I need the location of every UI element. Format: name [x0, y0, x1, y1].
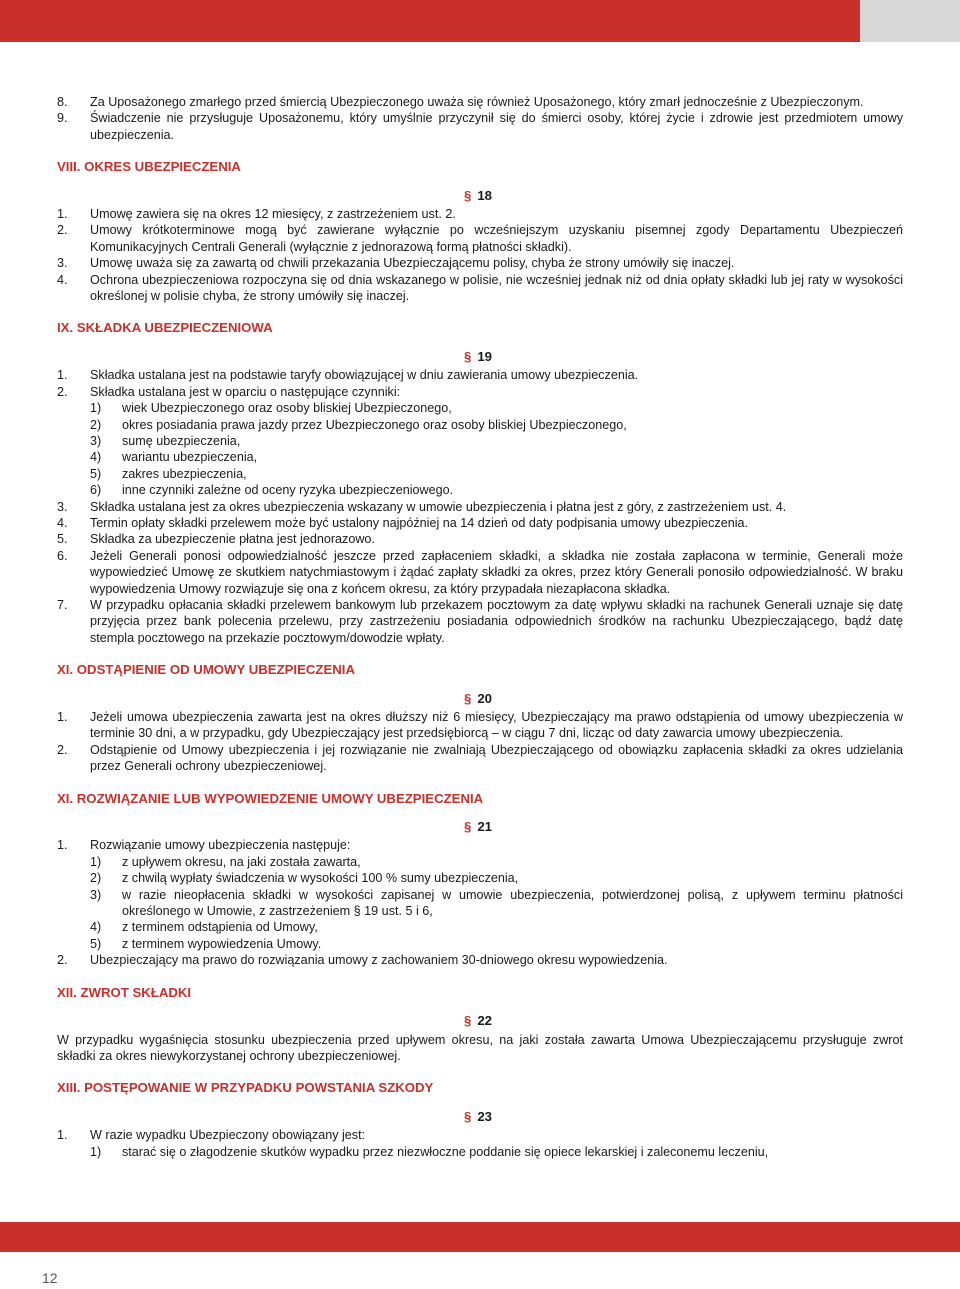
- section-sign: §: [464, 690, 472, 706]
- list-item: 8. Za Uposażonego zmarłego przed śmiercią Ubezpieczonego uważa się również Uposażonego, który zmarł jednocześnie z Ubezpieczonym.: [57, 95, 864, 109]
- footer-accent-bar: [0, 1222, 960, 1252]
- document-body: [57, 94, 903, 1160]
- list-item: 4. Termin opłaty składki przelewem może być ustalony najpóźniej na 14 dzień od daty podpisania umowy ubezpieczenia.: [57, 515, 749, 530]
- paragraph-number: § 20: [464, 690, 493, 706]
- sub-list-item: 2) okres posiadania prawa jazdy przez Ubezpieczonego oraz osoby bliskiej Ubezpieczonego,: [90, 417, 627, 432]
- list-item: 2. Odstąpienie od Umowy ubezpieczenia i jej rozwiązanie nie zwalniają Ubezpieczającego od obowiązku zapłacenia składki za okres udzielania przez Generali ochrony ubezpieczeniowej.: [57, 742, 903, 774]
- sub-list-item: 3) w razie nieopłacenia składki w wysokości zapisanej w umowie ubezpieczenia, potwierdzonej polisą, z upływem terminu płatności określonego w Umowie, z zastrzeżeniem § 19 ust. 5 i 6,: [90, 887, 903, 919]
- section-sign: §: [464, 819, 472, 835]
- list-item: 9. Świadczenie nie przysługuje Uposażonemu, który umyślnie przyczynił się do śmierci osoby, której życie i zdrowie jest przedmiotem umowy ubezpieczenia.: [57, 111, 903, 142]
- paragraph-number: § 22: [464, 1013, 493, 1029]
- section-heading: XI. ODSTĄPIENIE OD UMOWY UBEZPIECZENIA: [57, 662, 355, 678]
- sub-list-item: 1) starać się o złagodzenie skutków wypadku przez niezwłoczne poddanie się opiece lekarskiej i zaleconemu leczeniu,: [90, 1144, 769, 1159]
- paragraph-text: W przypadku wygaśnięcia stosunku ubezpieczenia przed upływem okresu, na jaki została zawarta Umowa Ubezpieczającemu przysługuje zwrot składki za okres niewykorzystanej ochrony ubezpieczeniowej.: [57, 1032, 903, 1063]
- list-item: 5. Składka za ubezpieczenie płatna jest jednorazowo.: [57, 532, 375, 547]
- list-item: 2. Ubezpieczający ma prawo do rozwiązania umowy z zachowaniem 30-dniowego okresu wypowiedzenia.: [57, 953, 668, 968]
- list-item: 3. Umowę uważa się za zawartą od chwili przekazania Ubezpieczającemu polisy, chyba że strony umówiły się inaczej.: [57, 256, 735, 271]
- section-sign: §: [464, 348, 472, 364]
- sub-list-item: 4) z terminem odstąpienia od Umowy,: [90, 920, 318, 935]
- sub-list-item: 2) z chwilą wypłaty świadczenia w wysokości 100 % sumy ubezpieczenia,: [90, 871, 519, 886]
- sub-list-item: 5) zakres ubezpieczenia,: [90, 466, 247, 481]
- paragraph-number: § 19: [464, 348, 493, 364]
- list-item: 2. Umowy krótkoterminowe mogą być zawierane wyłącznie po wcześniejszym uzyskaniu pisemnej zgody Departamentu Ubezpieczeń Komunikacyjnych Centrali Generali (wyłącznie z jednorazową formą płatności składki).: [57, 223, 903, 254]
- section-sign: §: [464, 1013, 472, 1029]
- list-item: 4. Ochrona ubezpieczeniowa rozpoczyna się od dnia wskazanego w polisie, nie wcześniej jednak niż od dnia opłaty składki lub jej raty w wysokości określonej w polisie chyba, że strony umówiły się inaczej.: [57, 272, 903, 304]
- section-heading: XIII. POSTĘPOWANIE W PRZYPADKU POWSTANIA SZKODY: [57, 1080, 434, 1096]
- section-heading: XI. ROZWIĄZANIE LUB WYPOWIEDZENIE UMOWY UBEZPIECZENIA: [57, 790, 484, 806]
- list-item: 1. W razie wypadku Ubezpieczony obowiązany jest:: [57, 1128, 366, 1143]
- sub-list-item: 5) z terminem wypowiedzenia Umowy.: [90, 936, 322, 951]
- sub-list-item: 3) sumę ubezpieczenia,: [90, 433, 241, 448]
- list-item: 1. Umowę zawiera się na okres 12 miesięcy, z zastrzeżeniem ust. 2.: [57, 207, 456, 222]
- list-item: 1. Rozwiązanie umowy ubezpieczenia następuje:: [57, 838, 351, 853]
- section-sign: §: [464, 187, 472, 203]
- section-sign: §: [464, 1108, 472, 1124]
- list-item: 3. Składka ustalana jest za okres ubezpieczenia wskazany w umowie ubezpieczenia i płatna jest z góry, z zastrzeżeniem ust. 4.: [57, 499, 787, 514]
- list-item: 1. Składka ustalana jest na podstawie taryfy obowiązującej w dniu zawierania umowy ubezpieczenia.: [57, 368, 639, 383]
- sub-list-item: 1) wiek Ubezpieczonego oraz osoby bliskiej Ubezpieczonego,: [90, 401, 452, 416]
- sub-list-item: 1) z upływem okresu, na jaki została zawarta,: [90, 854, 361, 869]
- list-item: 7. W przypadku opłacania składki przelewem bankowym lub przekazem pocztowym za datę wpływu składki na rachunek Generali uznaje się datę przyjęcia przez bank polecenia przelewu, przy zastrzeżeniu posiadania odpowiednich środków na rachunku Ubezpieczającego, bądź datę stempla pocztowego na przekazie pocztowym/dowodzie wpłaty.: [57, 597, 903, 645]
- page-number: 12: [42, 1270, 58, 1286]
- paragraph-number: § 18: [464, 187, 493, 203]
- list-item: 6. Jeżeli Generali ponosi odpowiedzialność jeszcze przed zapłaceniem składki, a składka nie została zapłacona w terminie, Generali może wypowiedzieć Umowę ze skutkiem natychmiastowym i żądać zapłaty składki za okres, przez który Generali ponosiło odpowiedzialność. W braku wypowiedzenia Umowy rozwiązuje się ona z końcem okresu, za który przypadała niezapłacona składka.: [57, 548, 903, 596]
- section-heading: XII. ZWROT SKŁADKI: [57, 984, 192, 1000]
- section-heading: VIII. OKRES UBEZPIECZENIA: [57, 159, 241, 175]
- paragraph-number: § 23: [464, 1108, 493, 1124]
- header-accent-bar: [0, 0, 960, 42]
- sub-list-item: 6) inne czynniki zależne od oceny ryzyka ubezpieczeniowego.: [90, 483, 454, 498]
- list-item: 2. Składka ustalana jest w oparciu o następujące czynniki:: [57, 384, 401, 399]
- sub-list-item: 4) wariantu ubezpieczenia,: [90, 450, 258, 465]
- header-grey-block: [860, 0, 960, 42]
- section-heading: IX. SKŁADKA UBEZPIECZENIOWA: [57, 320, 273, 336]
- list-item: 1. Jeżeli umowa ubezpieczenia zawarta jest na okres dłuższy niż 6 miesięcy, Ubezpieczający ma prawo odstąpienia od umowy ubezpieczenia w terminie 30 dni, a w przypadku, gdy Ubezpieczający jest przedsiębiorcą – w ciągu 7 dni, licząc od daty zawarcia umowy ubezpieczenia.: [57, 710, 903, 741]
- paragraph-number: § 21: [464, 819, 493, 835]
